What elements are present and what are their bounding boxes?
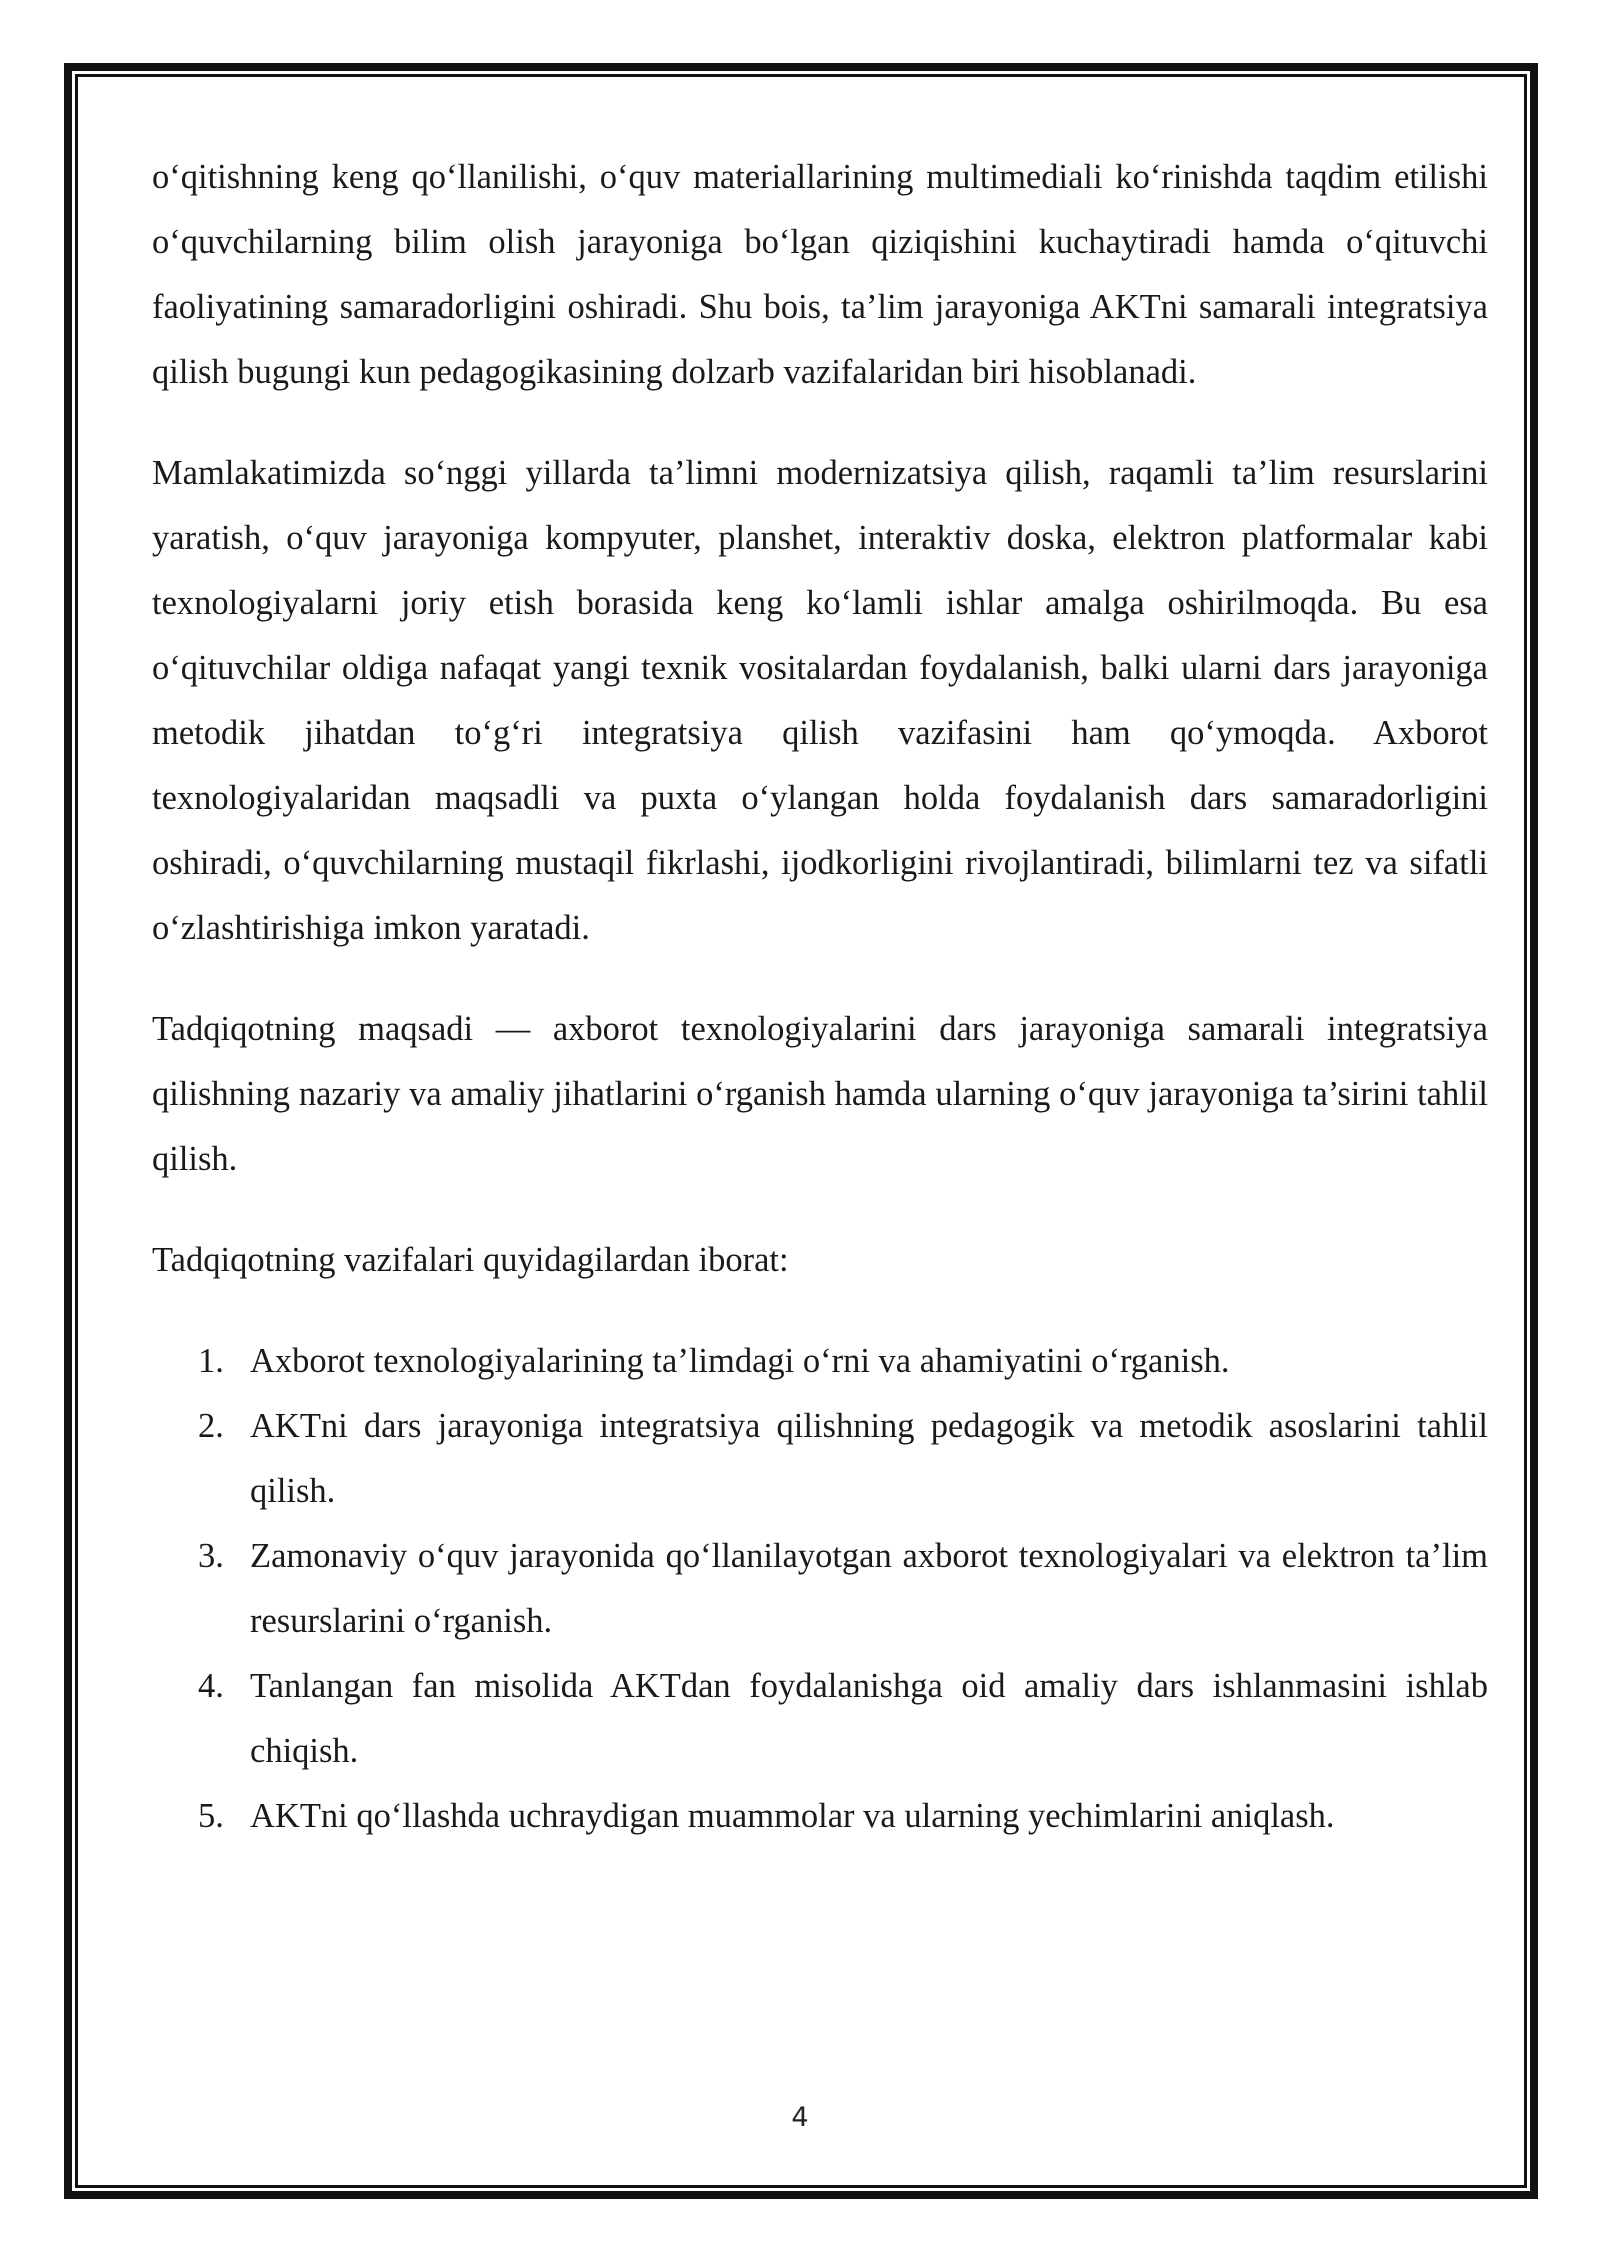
list-item-number: 3. — [198, 1537, 224, 1575]
task-list — [152, 1329, 1488, 1849]
paragraph-tasks-intro: Tadqiqotning vazifalari quyidagilardan iborat: — [152, 1241, 789, 1279]
list-item-number: 1. — [198, 1342, 224, 1380]
list-item-number: 4. — [198, 1667, 224, 1705]
list-item-text: AKTni qo‘llashda uchraydigan muammolar va ularning yechimlarini aniqlash. — [250, 1797, 1335, 1835]
document-body — [152, 145, 1488, 1849]
list-item — [152, 1524, 1488, 1654]
list-item-text: Zamonaviy o‘quv jarayonida qo‘llanilayotgan axborot texnologiyalari va elektron ta’lim resurslarini o‘rganish. — [250, 1537, 1488, 1640]
list-item-text: Axborot texnologiyalarining ta’limdagi o‘rni va ahamiyatini o‘rganish. — [250, 1342, 1230, 1380]
list-item — [152, 1654, 1488, 1784]
page-number: 4 — [791, 2102, 809, 2133]
list-item-number: 5. — [198, 1797, 224, 1835]
paragraph-modernization: Mamlakatimizda so‘nggi yillarda ta’limni modernizatsiya qilish, raqamli ta’lim resurslarini yaratish, o‘quv jarayoniga kompyuter, planshet, interaktiv doska, elektron platformalar kabi texnologiyalarni joriy etish borasida keng ko‘lamli ishlar amalga oshirilmoqda. Bu esa o‘qituvchilar oldiga nafaqat yangi texnik vositalardan foydalanish, balki ularni dars jarayoniga metodik jihatdan to‘g‘ri integratsiya qilish vazifasini ham qo‘ymoqda. Axborot texnologiyalaridan maqsadli va puxta o‘ylangan holda foydalanish dars samaradorligini oshiradi, o‘quvchilarning mustaqil fikrlashi, ijodkorligini rivojlantiradi, bilimlarni tez va sifatli o‘zlashtirishiga imkon yaratadi. — [152, 454, 1488, 947]
list-item — [152, 1784, 1488, 1849]
list-item-number: 2. — [198, 1407, 224, 1445]
paragraph-research-goal: Tadqiqotning maqsadi — axborot texnologiyalarini dars jarayoniga samarali integratsiya qilishning nazariy va amaliy jihatlarini o‘rganish hamda ularning o‘quv jarayoniga ta’sirini tahlil qilish. — [152, 1010, 1488, 1178]
list-item — [152, 1394, 1488, 1524]
list-item-text: AKTni dars jarayoniga integratsiya qilishning pedagogik va metodik asoslarini tahlil qilish. — [250, 1407, 1488, 1510]
list-item-text: Tanlangan fan misolida AKTdan foydalanishga oid amaliy dars ishlanmasini ishlab chiqish. — [250, 1667, 1488, 1770]
paragraph-intro-continuation: o‘qitishning keng qo‘llanilishi, o‘quv materiallarining multimediali ko‘rinishda taqdim etilishi o‘quvchilarning bilim olish jarayoniga bo‘lgan qiziqishini kuchaytiradi hamda o‘qituvchi faoliyatining samaradorligini oshiradi. Shu bois, ta’lim jarayoniga AKTni samarali integratsiya qilish bugungi kun pedagogikasining dolzarb vazifalaridan biri hisoblanadi. — [152, 158, 1488, 391]
list-item — [152, 1329, 1488, 1394]
